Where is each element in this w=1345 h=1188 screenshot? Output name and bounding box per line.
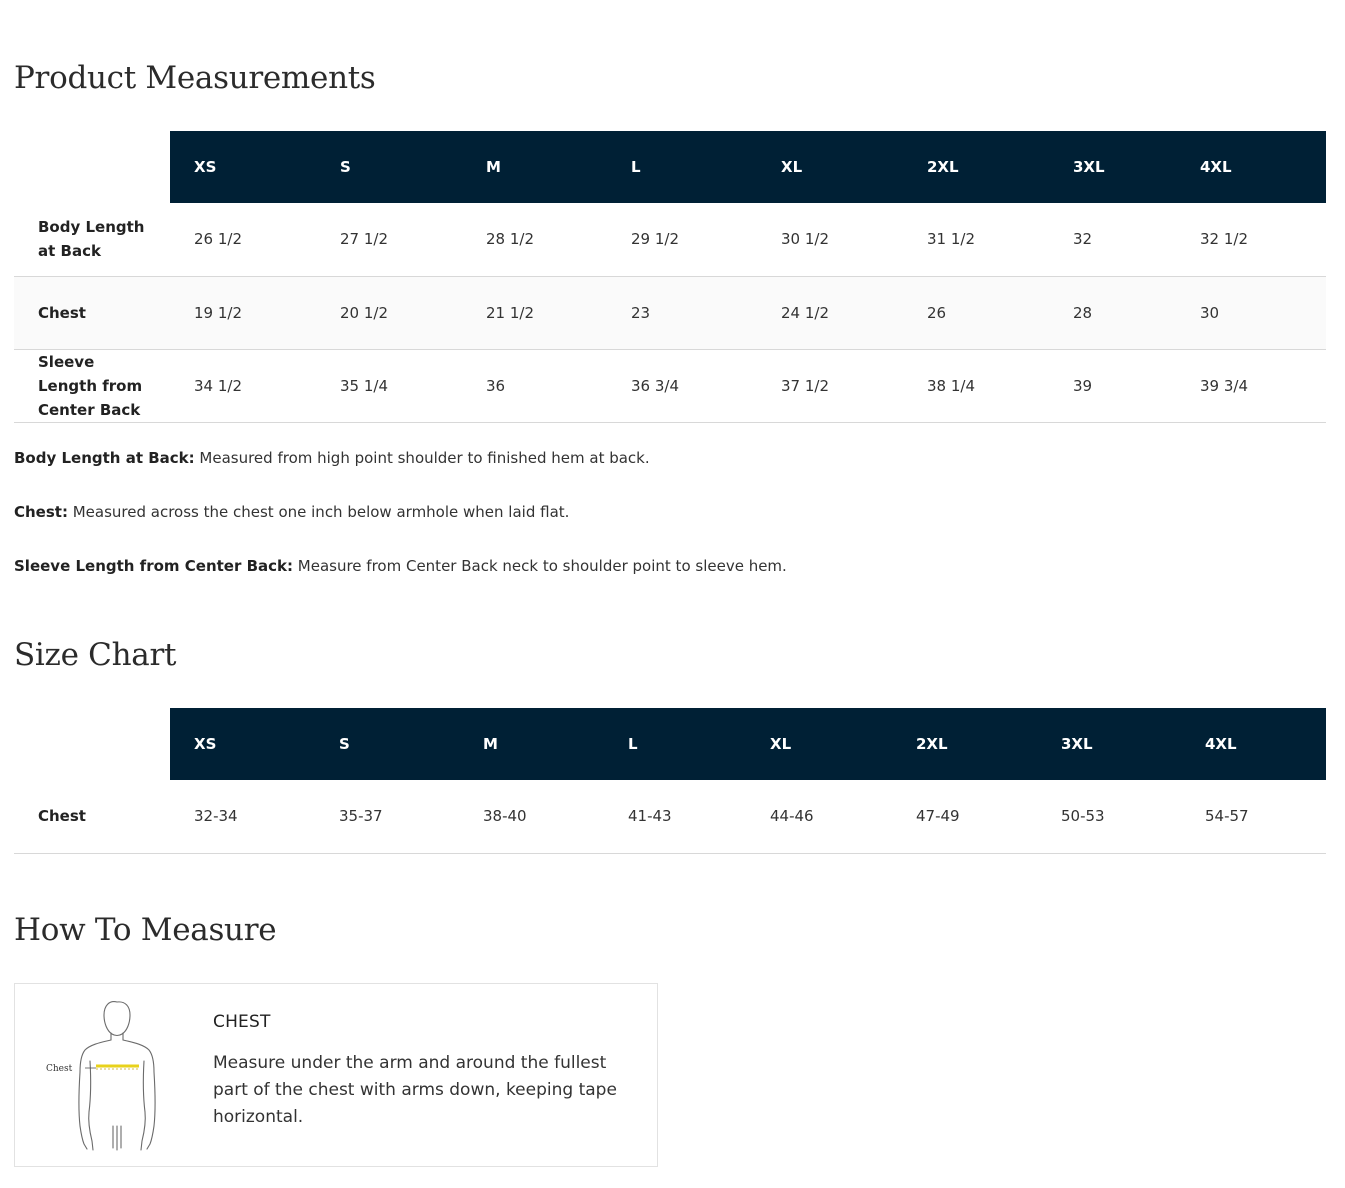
table-cell: 35-37 xyxy=(315,780,459,853)
note-chest xyxy=(14,503,569,521)
table-cell: 21 1/2 xyxy=(462,276,607,349)
card-text: Measure under the arm and around the fullest part of the chest with arms down, keeping tape horizontal. xyxy=(213,1053,617,1127)
header-corner xyxy=(14,131,170,203)
size-header: M xyxy=(462,131,607,203)
table-row xyxy=(14,203,1326,276)
size-header: XS xyxy=(170,131,316,203)
size-header: XL xyxy=(746,708,892,780)
table-cell: 20 1/2 xyxy=(316,276,462,349)
table-cell: 23 xyxy=(607,276,757,349)
note-text: Measure from Center Back neck to shoulder point to sleeve hem. xyxy=(293,557,787,575)
figure-label-chest: Chest xyxy=(46,1064,73,1074)
table-header-row xyxy=(14,708,1326,780)
table-cell: 30 xyxy=(1176,276,1326,349)
table-cell: 38 1/4 xyxy=(903,349,1049,422)
table-cell: 35 1/4 xyxy=(316,349,462,422)
table-cell: 27 1/2 xyxy=(316,203,462,276)
table-cell: 28 1/2 xyxy=(462,203,607,276)
table-cell: 32 1/2 xyxy=(1176,203,1326,276)
note-term: Chest: xyxy=(14,503,68,521)
table-cell: 31 1/2 xyxy=(903,203,1049,276)
product-measurements-title: Product Measurements xyxy=(14,60,376,96)
table-cell: 26 xyxy=(903,276,1049,349)
table-header-row xyxy=(14,131,1326,203)
table-cell: 38-40 xyxy=(459,780,604,853)
row-label-chest: Chest xyxy=(14,780,170,853)
size-header: M xyxy=(459,708,604,780)
measure-card-chest xyxy=(14,983,658,1167)
table-cell: 39 xyxy=(1049,349,1176,422)
size-header: S xyxy=(316,131,462,203)
size-header: 2XL xyxy=(892,708,1037,780)
how-to-measure-title: How To Measure xyxy=(14,912,277,948)
chest-measure-figure xyxy=(41,998,171,1153)
size-header: S xyxy=(315,708,459,780)
table-cell: 54-57 xyxy=(1181,780,1326,853)
table-cell: 32 xyxy=(1049,203,1176,276)
table-cell: 34 1/2 xyxy=(170,349,316,422)
table-cell: 39 3/4 xyxy=(1176,349,1326,422)
table-cell: 24 1/2 xyxy=(757,276,903,349)
table-cell: 36 xyxy=(462,349,607,422)
table-cell: 32-34 xyxy=(170,780,315,853)
size-header: L xyxy=(604,708,746,780)
size-header: XL xyxy=(757,131,903,203)
size-header: L xyxy=(607,131,757,203)
size-header: 3XL xyxy=(1049,131,1176,203)
note-term: Body Length at Back: xyxy=(14,449,195,467)
size-header: 2XL xyxy=(903,131,1049,203)
table-cell: 44-46 xyxy=(746,780,892,853)
size-header: XS xyxy=(170,708,315,780)
table-row xyxy=(14,276,1326,349)
note-text: Measured across the chest one inch below armhole when laid flat. xyxy=(67,503,570,521)
row-label-body-length: Body Length at Back xyxy=(14,203,170,276)
table-cell: 26 1/2 xyxy=(170,203,316,276)
table-cell: 19 1/2 xyxy=(170,276,316,349)
size-header: 4XL xyxy=(1176,131,1326,203)
note-body-length xyxy=(14,449,650,467)
table-cell: 50-53 xyxy=(1037,780,1181,853)
header-corner xyxy=(14,708,170,780)
table-cell: 28 xyxy=(1049,276,1176,349)
row-label-chest: Chest xyxy=(14,276,170,349)
size-header: 4XL xyxy=(1181,708,1326,780)
product-measurements-table xyxy=(14,131,1326,423)
row-label-sleeve-length: Sleeve Length from Center Back xyxy=(14,349,170,422)
note-sleeve-length xyxy=(14,557,787,575)
size-chart-title: Size Chart xyxy=(14,637,177,673)
note-term: Sleeve Length from Center Back: xyxy=(14,557,294,575)
table-cell: 36 3/4 xyxy=(607,349,757,422)
card-heading: CHEST xyxy=(213,1012,271,1032)
table-cell: 29 1/2 xyxy=(607,203,757,276)
note-text: Measured from high point shoulder to finished hem at back. xyxy=(194,449,650,467)
size-chart-table xyxy=(14,708,1326,854)
table-cell: 47-49 xyxy=(892,780,1037,853)
table-cell: 30 1/2 xyxy=(757,203,903,276)
table-cell: 41-43 xyxy=(604,780,746,853)
size-header: 3XL xyxy=(1037,708,1181,780)
table-row xyxy=(14,349,1326,422)
table-row xyxy=(14,780,1326,853)
table-cell: 37 1/2 xyxy=(757,349,903,422)
